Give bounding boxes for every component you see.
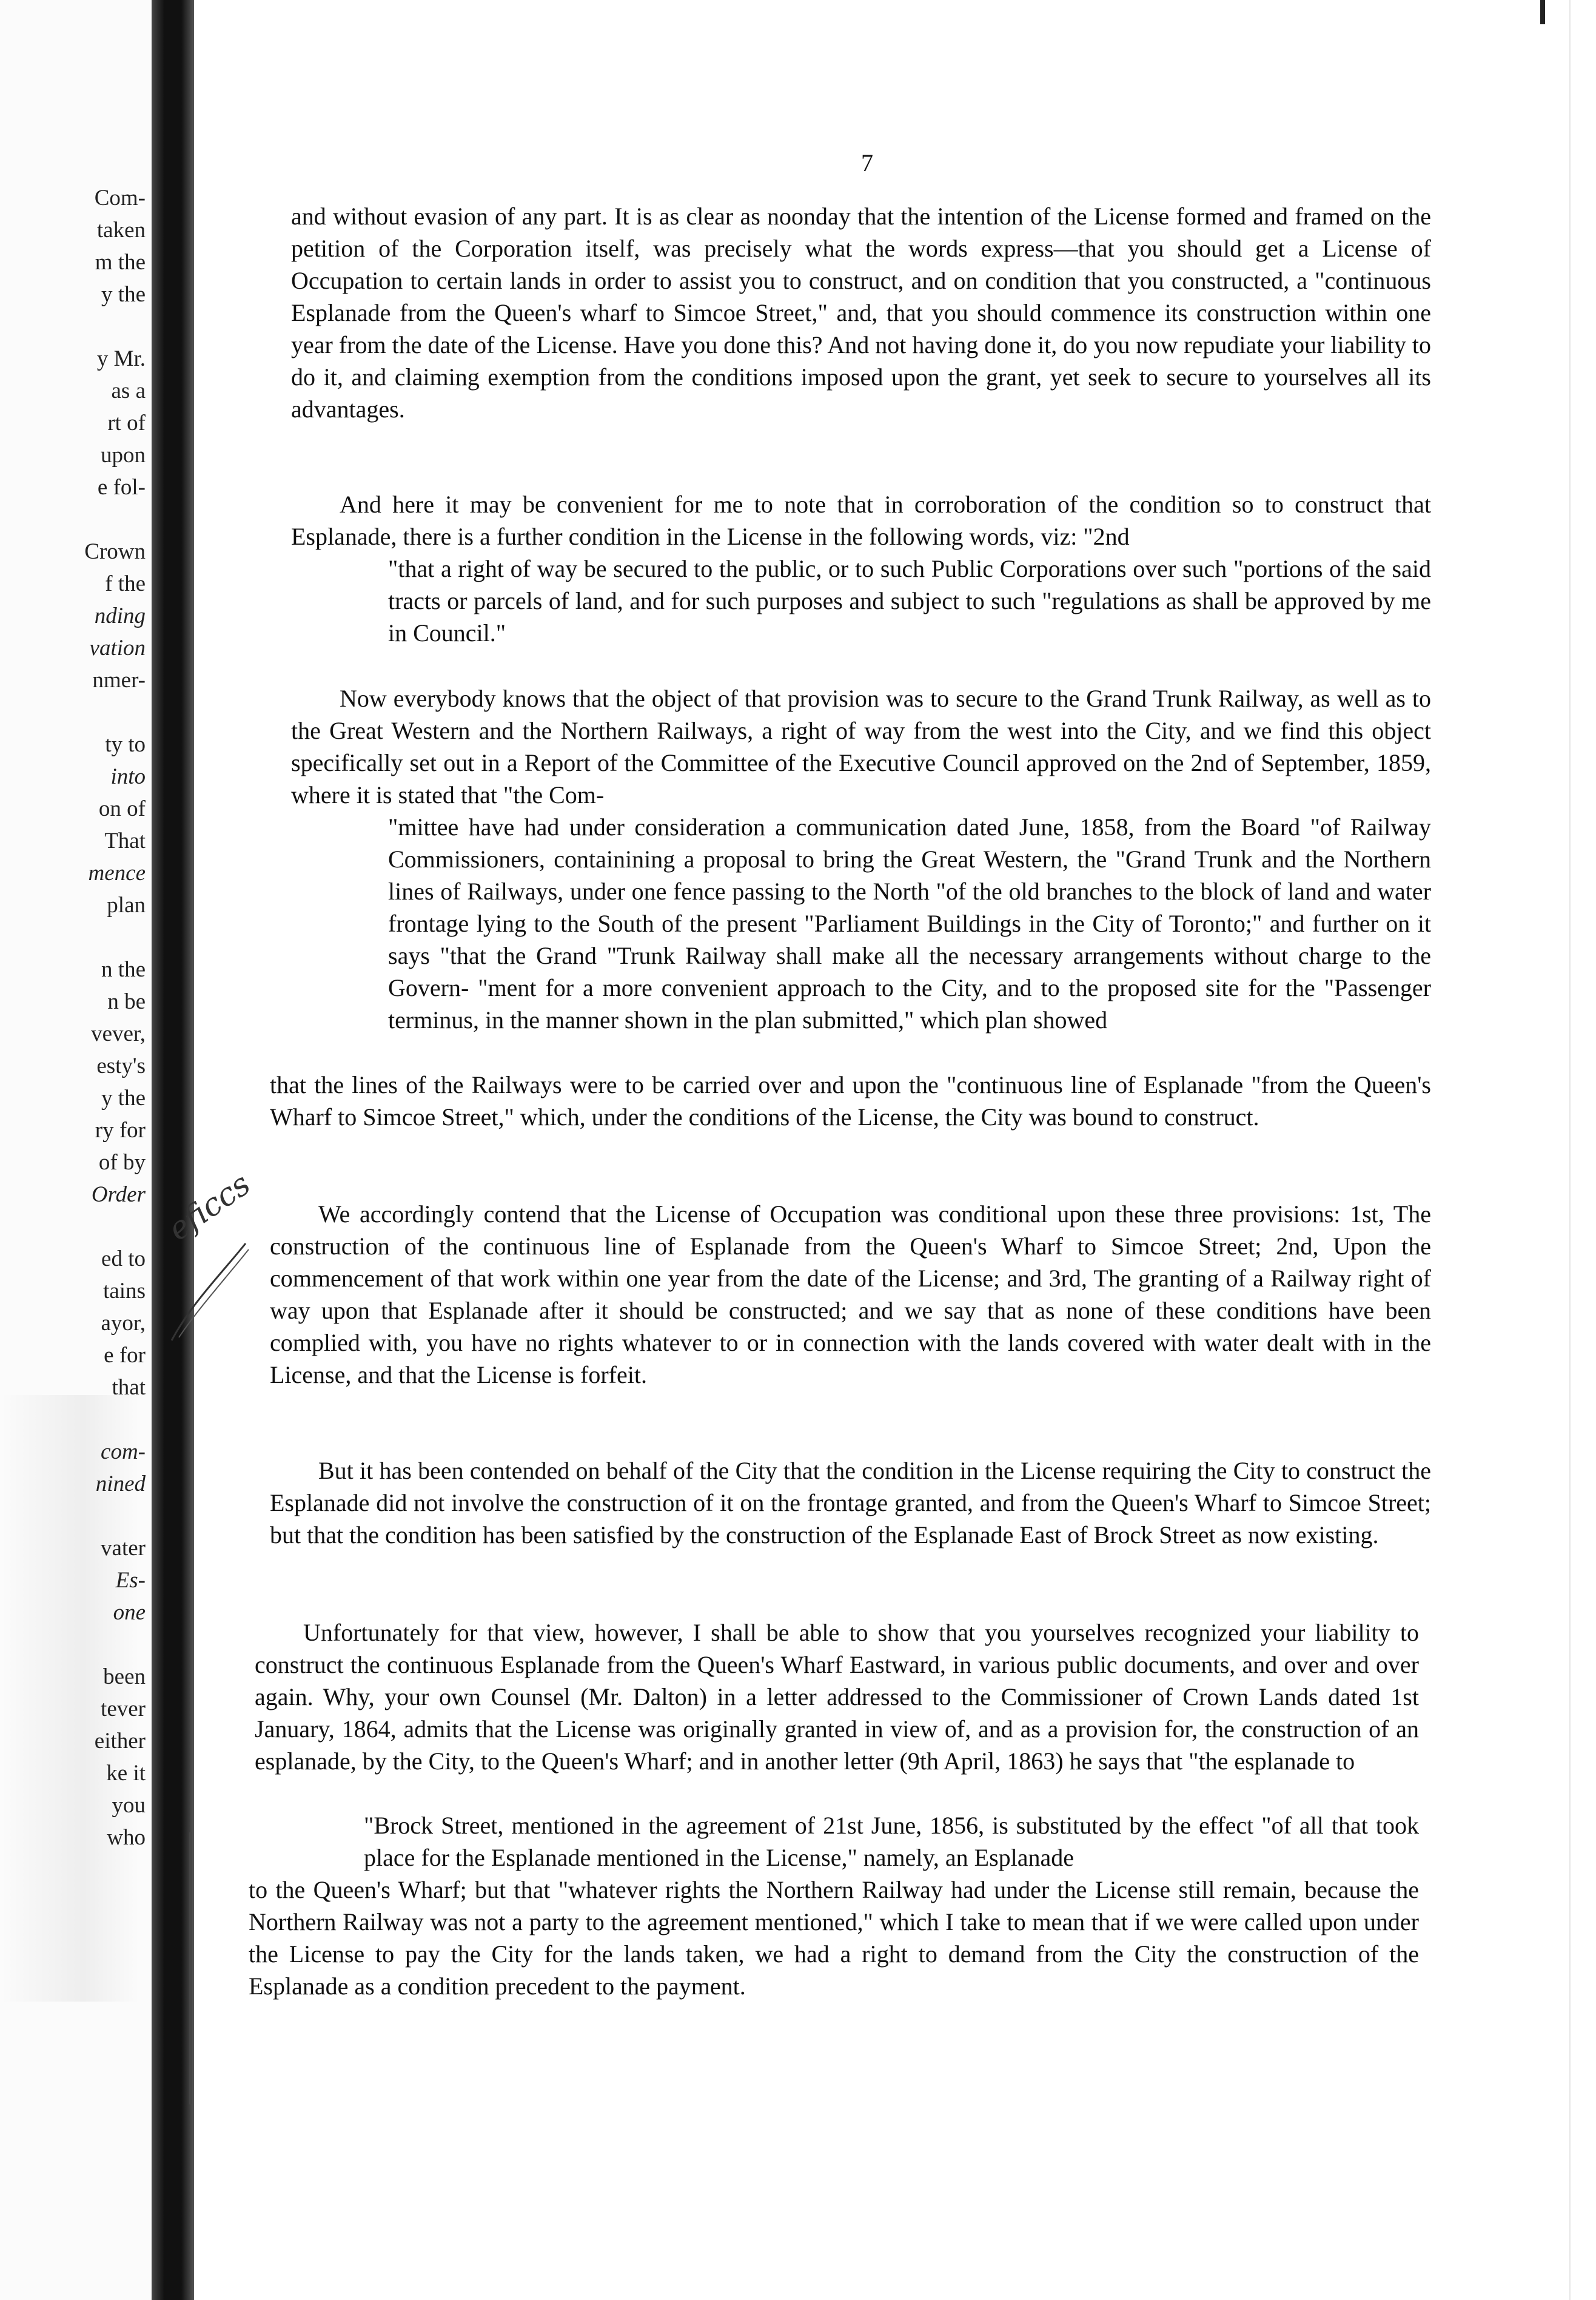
left-page-line: of by: [98, 1150, 146, 1175]
left-page-line: [0, 503, 146, 536]
quote-3: "Brock Street, mentioned in the agreement of 21st June, 1856, is substituted by the effect "of all that took place for the Esplanade mentioned in the License," namely, an Esplanade: [364, 1812, 1419, 1871]
left-page-line: you: [112, 1793, 146, 1818]
left-page-line: com-: [101, 1439, 146, 1464]
left-page-line: Com-: [94, 186, 146, 210]
left-page-text-fragments: [0, 182, 146, 1854]
left-page-line: n the: [101, 957, 146, 982]
left-page-line: Order: [91, 1182, 146, 1207]
left-page-line: f the: [105, 571, 146, 596]
left-page-line: on of: [98, 796, 146, 821]
left-page-line: [0, 311, 146, 343]
left-page-line: who: [107, 1825, 146, 1850]
paragraph-3: Now everybody knows that the object of that provision was to secure to the Grand Trunk Railway, as well as to the Great Western and the Northern Railways, a right of way from the west into the City, and we find this object specifically set out in a Report of the Committee of the Executive Council approved on the 2nd of September, 1859, where it is stated that "the Com-: [291, 685, 1431, 809]
left-page-line: n be: [107, 989, 146, 1014]
pen-stroke: [167, 1237, 252, 1347]
left-page-line: [0, 696, 146, 728]
left-page-line: That: [104, 829, 146, 853]
left-page-line: y Mr.: [96, 346, 146, 371]
left-page-line: upon: [101, 443, 146, 468]
paragraph-2: And here it may be convenient for me to note that in corroboration of the condition so to construct that Esplanade, there is a further condition in the License in the following words, viz: "2nd: [291, 491, 1431, 550]
left-page-line: Crown: [84, 539, 146, 564]
left-page-line: tains: [103, 1279, 146, 1303]
left-page-line: Es-: [115, 1568, 146, 1593]
paragraph-8: to the Queen's Wharf; but that "whatever rights the Northern Railway had under the License still remain, because the Northern Railway was not a party to the agreement mentioned," which I take to mean that if we were called upon under the License to pay the City for the lands taken, we had a right to demand from the City the construction of the Esplanade as a condition precedent to the payment.: [249, 1876, 1419, 2000]
left-page-line: ed to: [101, 1246, 146, 1271]
left-page-line: as a: [111, 378, 146, 403]
left-page-line: tever: [101, 1696, 146, 1721]
left-page-line: [0, 1404, 146, 1436]
left-page-line: nined: [95, 1471, 146, 1496]
left-page-line: m the: [95, 250, 146, 275]
left-page-line: vater: [101, 1536, 146, 1561]
left-page-line: [0, 921, 146, 953]
paragraph-4: that the lines of the Railways were to be carried over and upon the "continuous line of Esplanade "from the Queen's Wharf to Simcoe Street," which, under the conditions of the License, the City was bound to construct.: [270, 1071, 1431, 1131]
left-page-line: mence: [88, 861, 146, 886]
left-page-line: y the: [101, 1086, 146, 1111]
left-page-line: ke it: [106, 1761, 146, 1786]
left-page-line: nmer-: [92, 668, 146, 693]
left-page-line: taken: [96, 218, 146, 243]
left-page-line: vever,: [91, 1021, 146, 1046]
scan-mark: [1540, 0, 1545, 24]
margin-marking: [189, 1832, 192, 2105]
paragraph-7: Unfortunately for that view, however, I shall be able to show that you yourselves recognized your liability to construct the continuous Esplanade from the Queen's Wharf Eastward, in various public documents, and over and over again. Why, your own Counsel (Mr. Dalton) in a letter addressed to the Commissioner of Crown Lands dated 1st January, 1864, admits that the License was originally granted in view of, and as a provision for, the construction of an esplanade, by the City, to the Queen's Wharf; and in another letter (9th April, 1863) he says that "the esplanade to: [255, 1619, 1419, 1775]
page-right-edge: [1569, 0, 1596, 2300]
paragraph-5: We accordingly contend that the License of Occupation was conditional upon these three provisions: 1st, The construction of the continuous line of Esplanade from the Queen's Wharf to Simcoe Street; 2nd, Upon the commencement of that work within one year from the date of the License; and 3rd, The granting of a Railway right of way upon that Esplanade after it should be constructed; and we say that as none of these conditions have been complied with, you have no rights whatever to or in connection with the lands covered with water dealt with in the License, and that the License is forfeit.: [270, 1200, 1431, 1388]
left-page-line: [0, 1211, 146, 1243]
left-page-line: ayor,: [101, 1311, 146, 1336]
left-page-line: either: [94, 1729, 146, 1754]
left-page-line: [0, 1500, 146, 1532]
left-page-line: plan: [107, 893, 146, 918]
left-page-line: into: [110, 764, 146, 789]
left-page-line: e fol-: [97, 475, 146, 500]
paragraph-6: But it has been contended on behalf of the City that the condition in the License requiring the City to construct the Esplanade did not involve the construction of it on the frontage granted, and from the Queen's Wharf to Simcoe Street; but that the condition has been satisfied by the construction of the Esplanade East of Brock Street as now existing.: [270, 1457, 1431, 1548]
left-page-line: nding: [94, 604, 146, 628]
quote-1: "that a right of way be secured to the public, or to such Public Corporations over such "portions of the said tracts or parcels of land, and for such purposes and subject to such "regulations as shall be approved by me in Council.": [388, 555, 1431, 647]
left-page-line: esty's: [96, 1054, 146, 1078]
book-gutter: [152, 0, 194, 2300]
left-page-line: been: [103, 1664, 146, 1689]
left-page-line: ry for: [95, 1118, 146, 1143]
handwritten-annotation: eficcs: [161, 1166, 257, 1248]
left-page-line: y the: [101, 282, 146, 307]
left-facing-page: [0, 0, 152, 2300]
left-page-line: ty to: [105, 732, 146, 757]
left-page-line: that: [112, 1375, 146, 1400]
left-page-line: one: [113, 1600, 146, 1625]
left-page-line: vation: [89, 636, 146, 661]
paragraph-1: and without evasion of any part. It is as clear as noonday that the intention of the License formed and framed on the petition of the Corporation itself, was precisely what the words express—that you should get a License of Occupation to certain lands in order to assist you to construct, and on condition that you constructed, a "continuous Esplanade from the Queen's wharf to Simcoe Street," and, that you should commence its construction within one year from the date of the License. Have you done this? And not having done it, do you now repudiate your liability to do it, and claiming exemption from the conditions imposed upon the grant, yet seek to secure to yourselves all its advantages.: [291, 203, 1431, 423]
quote-2: "mittee have had under consideration a communication dated June, 1858, from the Board "of Railway Commissioners, containining a proposal to bring the Great Western, the "Grand Trunk and the Northern lines of Railways, under one fence passing to the North "of the old branches to the block of land and water frontage lying to the South of the present "Parliament Buildings in the City of Toronto;" and further on it says "that the Grand "Trunk Railway shall make all the necessary arrangements without charge to the Govern- "ment for a more convenient approach to the City, and to the proposed site for the "Passenger terminus, in the manner shown in the plan submitted," which plan showed: [388, 813, 1431, 1034]
page-number: 7: [861, 149, 873, 177]
left-page-line: rt of: [107, 411, 146, 435]
left-page-line: [0, 1629, 146, 1661]
left-page-line: e for: [104, 1343, 146, 1368]
